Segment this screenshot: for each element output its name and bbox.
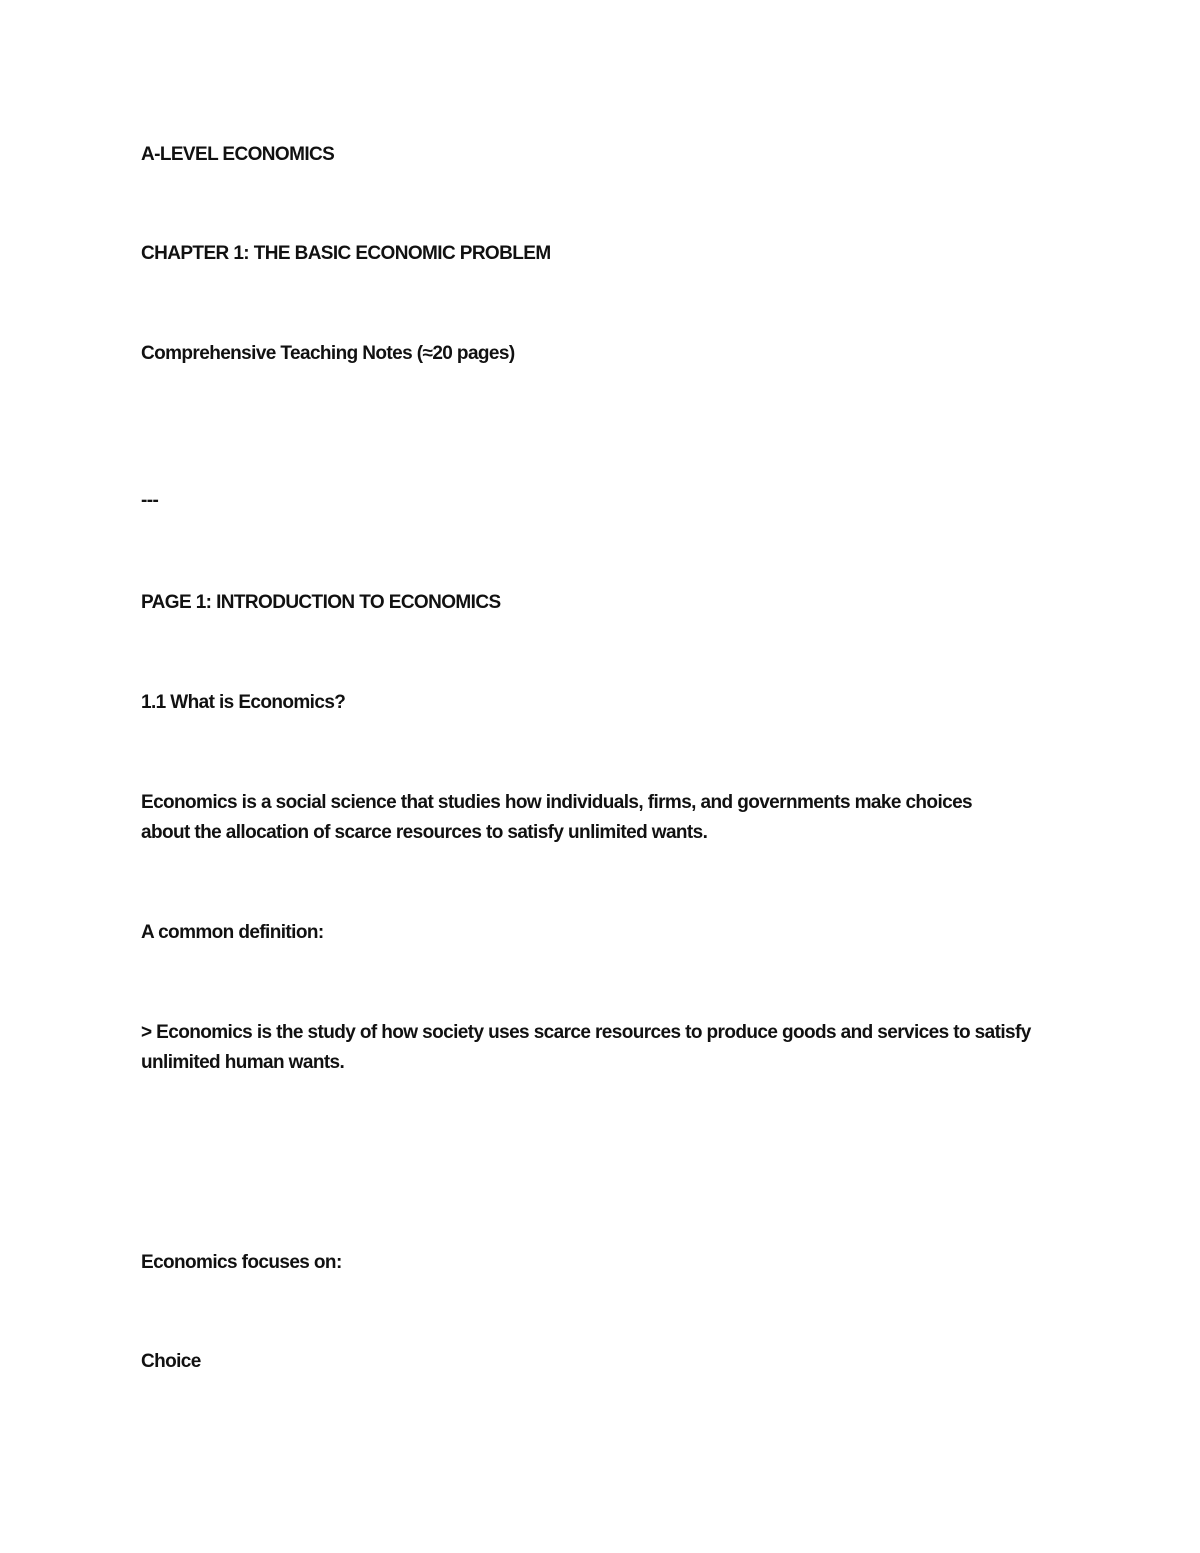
definition-label: A common definition:	[141, 922, 324, 943]
blockquote: > Economics is the study of how society uses scarce resources to produce goods and services to satisfy unlimited human wants.	[141, 1022, 1031, 1073]
chapter-title: CHAPTER 1: THE BASIC ECONOMIC PROBLEM	[141, 243, 551, 264]
focus-item: Choice	[141, 1351, 201, 1372]
section-heading: 1.1 What is Economics?	[141, 692, 346, 713]
separator: ---	[141, 490, 159, 511]
course-title: A-LEVEL ECONOMICS	[141, 144, 335, 165]
subtitle: Comprehensive Teaching Notes (≈20 pages)	[141, 343, 515, 364]
paragraph-definition: Economics is a social science that studies how individuals, firms, and governments make choices about the allocation of scarce resources to satisfy unlimited wants.	[141, 792, 973, 843]
focus-label: Economics focuses on:	[141, 1252, 342, 1273]
page-heading: PAGE 1: INTRODUCTION TO ECONOMICS	[141, 592, 501, 613]
